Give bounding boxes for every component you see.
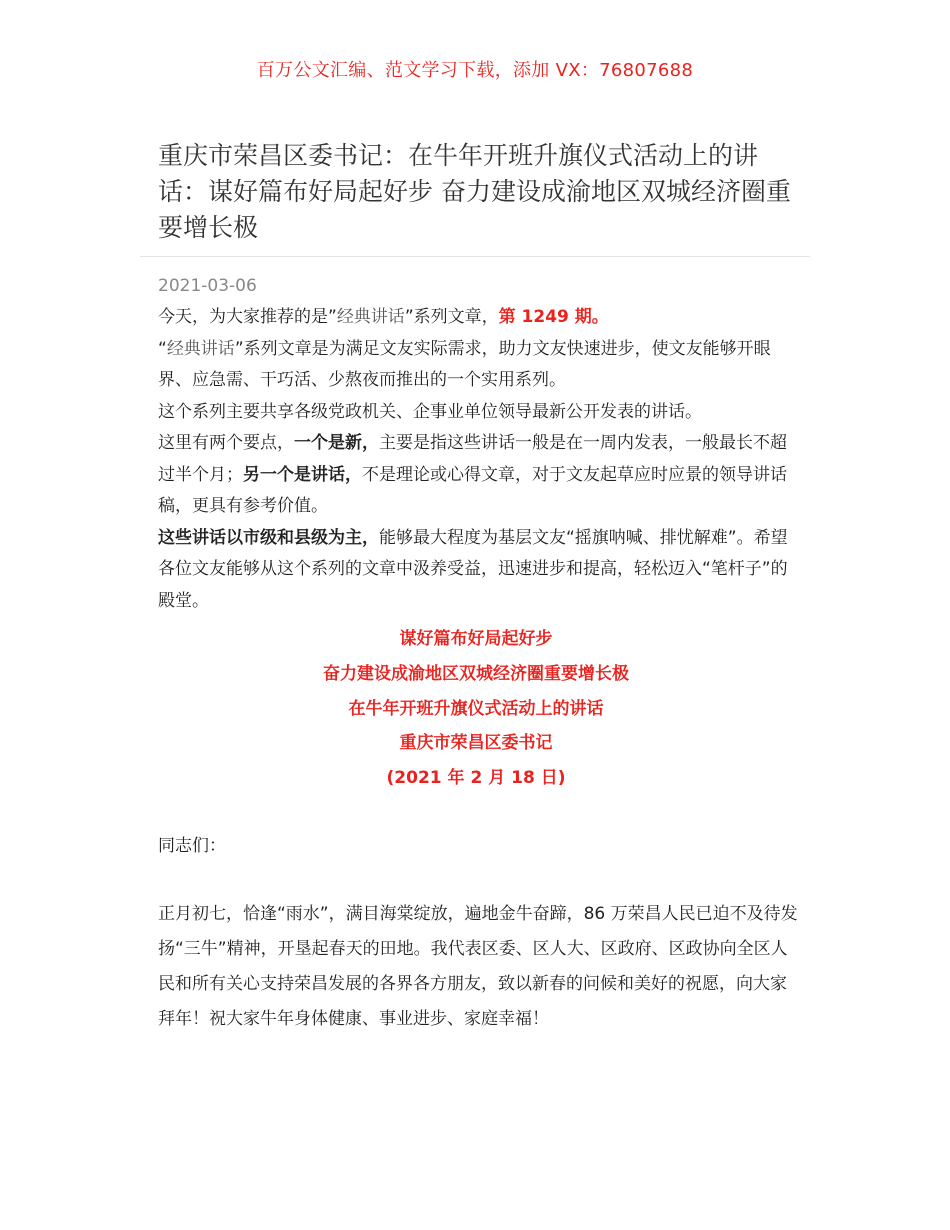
speaker: 重庆市荣昌区委书记 [399, 733, 553, 754]
series-name: 经典讲话 [166, 338, 235, 359]
emphasis-text: 这些讲话以市级和县级为主， [158, 527, 379, 548]
header-banner: 百万公文汇编、范文学习下载，添加 VX：76807688 [256, 60, 694, 81]
intro-text: 今天，为大家推荐的是” [158, 307, 337, 327]
intro-paragraph [158, 334, 794, 397]
issue-number: 第 1249 期。 [498, 307, 609, 327]
intro-paragraph [158, 523, 794, 618]
intro-paragraph [158, 428, 794, 523]
emphasis-text: 另一个是讲话， [243, 464, 362, 485]
intro-section [158, 302, 794, 617]
intro-text: ”系列文章， [404, 307, 499, 327]
publish-date: 2021-03-06 [158, 276, 257, 296]
intro-text: “ [158, 338, 167, 359]
article-title: 重庆市荣昌区委书记：在牛年开班升旗仪式活动上的讲话：谋好篇布好局起好步 奋力建设成渝地区双城经济圈重要增长极 [158, 141, 791, 242]
intro-text: ”系列文章是为满足文友实际需求，助力文友快速进步，使文友能够开眼界、应急需、干巧活、少熬夜而推出的一个实用系列。 [158, 338, 771, 390]
intro-paragraph [158, 302, 794, 334]
speech-occasion: 在牛年开班升旗仪式活动上的讲话 [348, 698, 604, 719]
emphasis-text: 一个是新， [294, 433, 379, 453]
speech-heading [158, 622, 794, 796]
speech-greeting: 同志们： [158, 836, 226, 856]
speech-title-line: 谋好篇布好局起好步 [399, 629, 553, 649]
speech-title-line: 奋力建设成渝地区双城经济圈重要增长极 [323, 663, 629, 684]
series-name: 经典讲话 [336, 307, 405, 327]
intro-paragraph: 这个系列主要共享各级党政机关、企事业单位领导最新公开发表的讲话。 [158, 401, 702, 422]
intro-text: 主要是指这些讲话一般是在一周内发表，一般最长不超过半个月； [158, 433, 787, 485]
intro-text: 这里有两个要点， [158, 433, 294, 453]
intro-text: 能够最大程度为基层文友“摇旗呐喊、排忧解难”。希望各位文友能够从这个系列的文章中汲养受益，迅速进步和提高，轻松迈入“笔杆子”的殿堂。 [158, 527, 788, 611]
title-divider [140, 256, 810, 257]
speech-paragraph: 正月初七，恰逢“雨水”，满目海棠绽放，遍地金牛奋蹄，86 万荣昌人民已迫不及待发扬“三牛”精神，开垦起春天的田地。我代表区委、区人大、区政府、区政协向全区人民和所有关心支持荣昌发展的各界各方朋友，致以新春的问候和美好的祝愿，向大家拜年！祝大家牛年身体健康、事业进步、家庭幸福！ [158, 904, 798, 1029]
intro-text: 不是理论或心得文章，对于文友起草应时应景的领导讲话稿，更具有参考价值。 [158, 464, 787, 516]
speech-date: (2021 年 2 月 18 日) [386, 768, 566, 789]
